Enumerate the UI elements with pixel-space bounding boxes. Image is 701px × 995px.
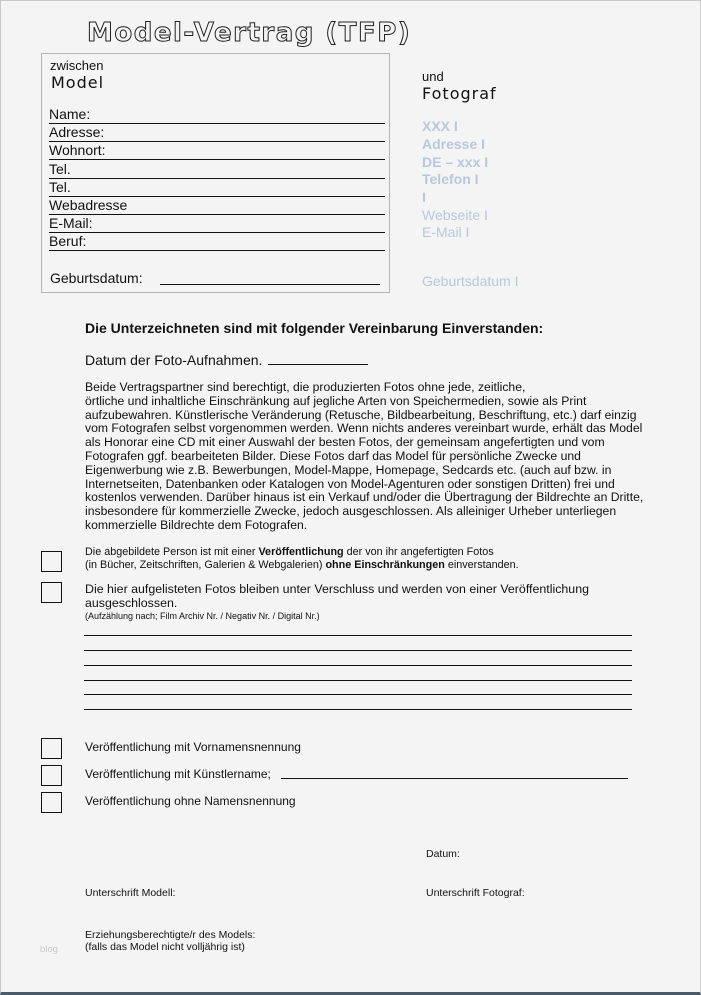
- body-line: Beide Vertragspartner sind berechtigt, die produzierten Fotos ohne jede, zeitliche,: [85, 380, 526, 394]
- photographer-signature-label: Unterschrift Fotograf:: [426, 887, 525, 899]
- body-line: kommerzielle Bildrechte dem Fotografen.: [85, 517, 308, 532]
- model-address-field[interactable]: [49, 124, 385, 142]
- guardian-note: (falls das Model nicht volljährig ist): [85, 941, 245, 953]
- shoot-date-label: Datum der Foto-Aufnahmen.: [85, 352, 263, 368]
- body-line: kostenlos verwenden. Darüber hinaus ist ein Verkauf und/oder die Übertragung der Bildrechte an Dritte,: [85, 490, 644, 505]
- watermark: blog: [40, 944, 58, 955]
- photographer-name: XXX I: [422, 118, 458, 134]
- model-heading: Model: [51, 73, 105, 92]
- model-city-field[interactable]: [49, 142, 385, 160]
- body-line: insbesondere für kommerzielle Zwecke, jedoch ausgeschlossen. Als alleiniger Urheber unterliegen: [85, 504, 617, 519]
- excluded-line: Die hier aufgelisteten Fotos bleiben unter Verschluss und werden von einer Veröffentlichung: [85, 582, 589, 596]
- consent-text-part: Die abgebildete Person ist mit einer: [85, 546, 259, 558]
- shoot-date-field[interactable]: [268, 352, 368, 365]
- body-line: Internetseiten, Datenbanken oder Katalogen von Model-Agenturen oder sonstigen Dritten) frei und: [85, 476, 615, 491]
- consent-text-bold: ohne Einschränkungen: [325, 558, 445, 571]
- body-line: örtliche und inhaltliche Einschränkung auf jegliche Arten von Speichermedien, sowie als Print: [85, 393, 587, 408]
- photographer-heading: Fotograf: [422, 84, 497, 103]
- shoot-date-row: [85, 352, 368, 368]
- excluded-list-line-4[interactable]: [84, 680, 632, 681]
- no-name-checkbox[interactable]: [41, 792, 62, 813]
- field-label: E-Mail:: [49, 215, 93, 231]
- excluded-list-line-6[interactable]: [84, 709, 632, 710]
- field-label: Tel.: [49, 161, 71, 177]
- first-name-checkbox[interactable]: [41, 738, 62, 759]
- excluded-list-line-1[interactable]: [84, 635, 632, 636]
- model-job-field[interactable]: [49, 233, 385, 251]
- photographer-phone: Telefon I: [422, 171, 479, 187]
- artist-name-field[interactable]: [281, 778, 628, 779]
- agreement-heading: Die Unterzeichneten sind mit folgender Vereinbarung Einverstanden:: [85, 320, 544, 336]
- model-phone-field[interactable]: [49, 161, 385, 179]
- consent-text: [85, 546, 519, 571]
- excluded-line: ausgeschlossen.: [85, 595, 178, 610]
- agreement-body: [85, 381, 645, 533]
- field-label: Beruf:: [49, 233, 87, 249]
- body-line: Eigenwerbung wie z.B. Bewerbungen, Model-Mappe, Homepage, Sedcards etc. (auch auf bzw. in: [85, 462, 612, 477]
- date-label: Datum:: [426, 848, 460, 860]
- excluded-list-line-5[interactable]: [84, 694, 632, 695]
- photographer-email: E-Mail I: [422, 224, 470, 240]
- field-label: Tel.: [49, 179, 71, 195]
- consent-text-part: der von ihr angefertigten Fotos: [343, 546, 494, 558]
- model-birthdate-label: Geburtsdatum:: [50, 270, 143, 286]
- artist-name-label: Veröffentlichung mit Künstlername;: [85, 767, 271, 781]
- consent-text-part: einverstanden.: [444, 558, 519, 571]
- excluded-photos-checkbox[interactable]: [41, 582, 62, 603]
- document-title: Model-Vertrag (TFP): [87, 18, 412, 48]
- photographer-blank: I: [422, 189, 426, 205]
- guardian-label: Erziehungsberechtigte/r des Models:: [85, 929, 256, 941]
- between-label: zwischen: [50, 58, 104, 73]
- model-email-field[interactable]: [49, 215, 385, 233]
- body-line: Fotografen ggf. bearbeiteten Bilder. Diese Fotos darf das Model für persönliche Zwecke und: [85, 448, 581, 463]
- photographer-website: Webseite I: [422, 207, 488, 223]
- consent-checkbox[interactable]: [41, 551, 62, 572]
- model-website-field[interactable]: [49, 197, 385, 215]
- excluded-note: (Aufzählung nach; Film Archiv Nr. / Negativ Nr. / Digital Nr.): [85, 611, 320, 621]
- model-signature-label: Unterschrift Modell:: [85, 887, 176, 899]
- no-name-label: Veröffentlichung ohne Namensnennung: [85, 794, 296, 808]
- artist-name-checkbox[interactable]: [41, 765, 62, 786]
- field-label: Webadresse: [49, 197, 128, 213]
- body-line: aufzubewahren. Künstlerische Veränderung (Retusche, Bildbearbeitung, Beschriftung, etc.) darf einzig: [85, 407, 637, 422]
- first-name-label: Veröffentlichung mit Vornamensnennung: [85, 740, 301, 754]
- field-label: Adresse:: [49, 124, 105, 140]
- photographer-zip-city: DE – xxx I: [422, 154, 489, 170]
- field-label: Name:: [49, 106, 91, 122]
- excluded-list-line-3[interactable]: [84, 665, 632, 666]
- excluded-photos-text: [85, 583, 589, 624]
- photographer-birthdate: Geburtsdatum I: [422, 273, 519, 289]
- body-line: als Honorar eine CD mit einer Auswahl der besten Fotos, der gemeinsam angefertigten und vom: [85, 435, 605, 450]
- and-label: und: [422, 69, 444, 84]
- photographer-address: Adresse I: [422, 136, 486, 152]
- consent-text-bold: Veröffentlichung: [258, 546, 344, 558]
- model-phone2-field[interactable]: [49, 179, 385, 197]
- model-name-field[interactable]: [49, 106, 385, 124]
- field-label: Wohnort:: [49, 142, 106, 158]
- body-line: vom Fotografen selbst vorgenommen werden. Wenn nichts anderes vereinbart wurde, erhält das Model: [85, 421, 643, 436]
- consent-text-part: (in Bücher, Zeitschriften, Galerien & Webgalerien): [85, 558, 326, 571]
- model-birthdate-field[interactable]: [160, 284, 380, 285]
- excluded-list-line-2[interactable]: [84, 650, 632, 651]
